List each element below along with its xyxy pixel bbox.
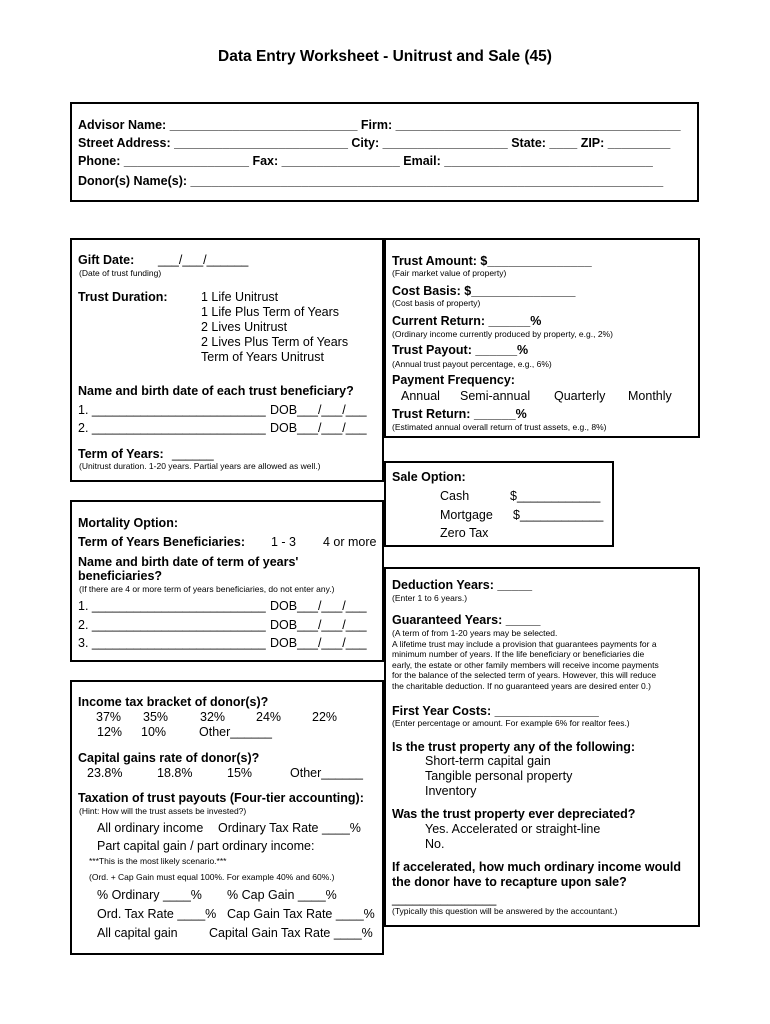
bracket-option[interactable]: 22% xyxy=(312,710,338,724)
gift-date-note: (Date of trust funding) xyxy=(79,268,162,278)
cap-tax-rate-field[interactable]: Cap Gain Tax Rate ____% xyxy=(227,907,375,921)
duration-option[interactable]: 2 Lives Unitrust xyxy=(201,320,288,334)
mortality-heading: Mortality Option: xyxy=(78,516,178,530)
capital-gain-tax-rate[interactable]: Capital Gain Tax Rate ____% xyxy=(209,926,373,940)
phone-line[interactable]: Phone: __________________ Fax: _________________ Email: ______________________________ xyxy=(78,154,653,168)
term-beneficiary-line[interactable]: 3. _________________________ xyxy=(78,636,266,650)
term-beneficiary-line[interactable]: 2. _________________________ xyxy=(78,618,266,632)
page-title: Data Entry Worksheet - Unitrust and Sale (45) xyxy=(218,48,552,65)
property-option[interactable]: Inventory xyxy=(425,784,477,798)
bracket-option[interactable]: 10% xyxy=(141,725,167,739)
trust-return-note: (Estimated annual overall return of trust assets, e.g., 8%) xyxy=(392,422,607,432)
beneficiary-dob[interactable]: DOB___/___/___ xyxy=(270,403,367,417)
address-line[interactable]: Street Address: _________________________ City: __________________ State: ____ ZIP: _________ xyxy=(78,136,671,150)
current-return-note: (Ordinary income currently produced by property, e.g., 2%) xyxy=(392,329,613,339)
cost-basis-note: (Cost basis of property) xyxy=(392,298,481,308)
term-beneficiary-dob[interactable]: DOB___/___/___ xyxy=(270,599,367,613)
depreciated-question: Was the trust property ever depreciated? xyxy=(392,807,636,821)
term-years-note: (Unitrust duration. 1-20 years. Partial years are allowed as well.) xyxy=(79,461,321,471)
term-years-label: Term of Years: xyxy=(78,447,164,461)
trust-amount-field[interactable]: Trust Amount: $_______________ xyxy=(392,254,592,268)
trust-payout-note: (Annual trust payout percentage, e.g., 6%) xyxy=(392,359,552,369)
cg-option[interactable]: 23.8% xyxy=(87,766,123,780)
note-line: (A term of from 1-20 years may be selected. xyxy=(392,628,558,638)
property-option[interactable]: Short-term capital gain xyxy=(425,754,551,768)
ordinary-tax-rate[interactable]: Ordinary Tax Rate ____% xyxy=(218,821,361,835)
trust-duration-label: Trust Duration: xyxy=(78,290,168,304)
sale-option-heading: Sale Option: xyxy=(392,470,466,484)
cg-option[interactable]: 18.8% xyxy=(157,766,193,780)
term-beneficiary-line[interactable]: 1. _________________________ xyxy=(78,599,266,613)
bracket-option[interactable]: 24% xyxy=(256,710,282,724)
current-return-field[interactable]: Current Return: ______% xyxy=(392,314,542,328)
cg-option[interactable]: 15% xyxy=(227,766,253,780)
frequency-option[interactable]: Monthly xyxy=(628,389,672,403)
first-year-costs-note: (Enter percentage or amount. For example 6% for realtor fees.) xyxy=(392,718,630,728)
beneficiary-line[interactable]: 1. _________________________ xyxy=(78,403,266,417)
likely-scenario-note: ***This is the most likely scenario.*** xyxy=(89,856,227,866)
bracket-option[interactable]: 35% xyxy=(143,710,169,724)
term-beneficiary-dob[interactable]: DOB___/___/___ xyxy=(270,636,367,650)
all-capital-option[interactable]: All capital gain xyxy=(97,926,178,940)
taxation-heading: Taxation of trust payouts (Four-tier accounting): xyxy=(78,791,364,805)
property-option[interactable]: Tangible personal property xyxy=(425,769,573,783)
part-capital-option[interactable]: Part capital gain / part ordinary income: xyxy=(97,839,315,853)
duration-option[interactable]: 1 Life Unitrust xyxy=(201,290,279,304)
recapture-field[interactable]: _______________ xyxy=(392,892,497,906)
guaranteed-years-field[interactable]: Guaranteed Years: _____ xyxy=(392,613,541,627)
term-beneficiary-dob[interactable]: DOB___/___/___ xyxy=(270,618,367,632)
pct-ordinary-field[interactable]: % Ordinary ____% xyxy=(97,888,202,902)
frequency-option[interactable]: Semi-annual xyxy=(460,389,531,403)
gift-date-field[interactable]: ___/___/______ xyxy=(158,253,249,267)
term-names-note: (If there are 4 or more term of years beneficiaries, do not enter any.) xyxy=(79,584,335,594)
note-line: minimum number of years. If the life beneficiary or beneficiaries die xyxy=(392,649,645,660)
sale-cash-option[interactable]: Cash xyxy=(440,489,470,503)
advisor-line[interactable]: Advisor Name: ___________________________ Firm: _________________________________________ xyxy=(78,118,681,132)
must-equal-note: (Ord. + Cap Gain must equal 100%. For example 40% and 60%.) xyxy=(89,872,335,882)
cg-other[interactable]: Other______ xyxy=(290,766,363,780)
trust-payout-field[interactable]: Trust Payout: ______% xyxy=(392,343,529,357)
recapture-question-2: the donor have to recapture upon sale? xyxy=(392,875,627,889)
note-line: A lifetime trust may include a provision that guarantees payments for a xyxy=(392,638,657,649)
sale-zero-tax-option[interactable]: Zero Tax xyxy=(440,526,489,540)
income-tax-heading: Income tax bracket of donor(s)? xyxy=(78,695,269,709)
donor-names-line[interactable]: Donor(s) Name(s): ____________________________________________________________________ xyxy=(78,174,664,188)
cost-basis-field[interactable]: Cost Basis: $_______________ xyxy=(392,284,576,298)
property-question: Is the trust property any of the following: xyxy=(392,740,636,754)
frequency-option[interactable]: Annual xyxy=(401,389,440,403)
option-4-or-more[interactable]: 4 or more xyxy=(323,535,377,549)
first-year-costs-field[interactable]: First Year Costs: _______________ xyxy=(392,704,599,718)
note-line: for the balance of the selected term of years. However, this will reduce xyxy=(392,670,657,681)
duration-option[interactable]: Term of Years Unitrust xyxy=(201,350,324,364)
frequency-option[interactable]: Quarterly xyxy=(554,389,606,403)
bracket-option[interactable]: 12% xyxy=(97,725,123,739)
beneficiary-dob[interactable]: DOB___/___/___ xyxy=(270,421,367,435)
duration-option[interactable]: 2 Lives Plus Term of Years xyxy=(201,335,349,349)
beneficiary-line[interactable]: 2. _________________________ xyxy=(78,421,266,435)
taxation-hint: (Hint: How will the trust assets be invested?) xyxy=(79,806,247,816)
capital-gains-heading: Capital gains rate of donor(s)? xyxy=(78,751,260,765)
payment-frequency-label: Payment Frequency: xyxy=(392,373,515,387)
term-years-field[interactable]: ______ xyxy=(172,447,214,461)
trust-amount-note: (Fair market value of property) xyxy=(392,268,507,278)
gift-date-label: Gift Date: xyxy=(78,253,135,267)
deduction-years-field[interactable]: Deduction Years: _____ xyxy=(392,578,533,592)
sale-cash-amount[interactable]: $____________ xyxy=(510,489,601,503)
recapture-note: (Typically this question will be answered by the accountant.) xyxy=(392,906,618,916)
deduction-years-note: (Enter 1 to 6 years.) xyxy=(392,593,468,603)
sale-mortgage-amount[interactable]: $____________ xyxy=(513,508,604,522)
all-ordinary-option[interactable]: All ordinary income xyxy=(97,821,204,835)
bracket-option[interactable]: 32% xyxy=(200,710,226,724)
term-beneficiaries-label: Term of Years Beneficiaries: xyxy=(78,535,245,549)
option-1-3[interactable]: 1 - 3 xyxy=(271,535,297,549)
guaranteed-years-note xyxy=(392,628,682,692)
note-line: the charitable deduction. If no guaranteed years are desired enter 0.) xyxy=(392,680,651,691)
sale-mortgage-option[interactable]: Mortgage xyxy=(440,508,493,522)
recapture-question: If accelerated, how much ordinary income would xyxy=(392,860,681,874)
pct-capgain-field[interactable]: % Cap Gain ____% xyxy=(227,888,337,902)
term-names-heading: Name and birth date of term of years' xyxy=(78,555,299,569)
duration-option[interactable]: 1 Life Plus Term of Years xyxy=(201,305,340,319)
depreciated-yes-option[interactable]: Yes. Accelerated or straight-line xyxy=(425,822,601,836)
depreciated-no-option[interactable]: No. xyxy=(425,837,445,851)
ord-tax-rate-field[interactable]: Ord. Tax Rate ____% xyxy=(97,907,217,921)
bracket-other[interactable]: Other______ xyxy=(199,725,272,739)
beneficiary-heading: Name and birth date of each trust beneficiary? xyxy=(78,384,354,398)
term-names-heading-2: beneficiaries? xyxy=(78,569,163,583)
bracket-option[interactable]: 37% xyxy=(96,710,122,724)
note-line: early, the estate or other family members will receive income payments xyxy=(392,659,659,670)
trust-return-field[interactable]: Trust Return: ______% xyxy=(392,407,527,421)
